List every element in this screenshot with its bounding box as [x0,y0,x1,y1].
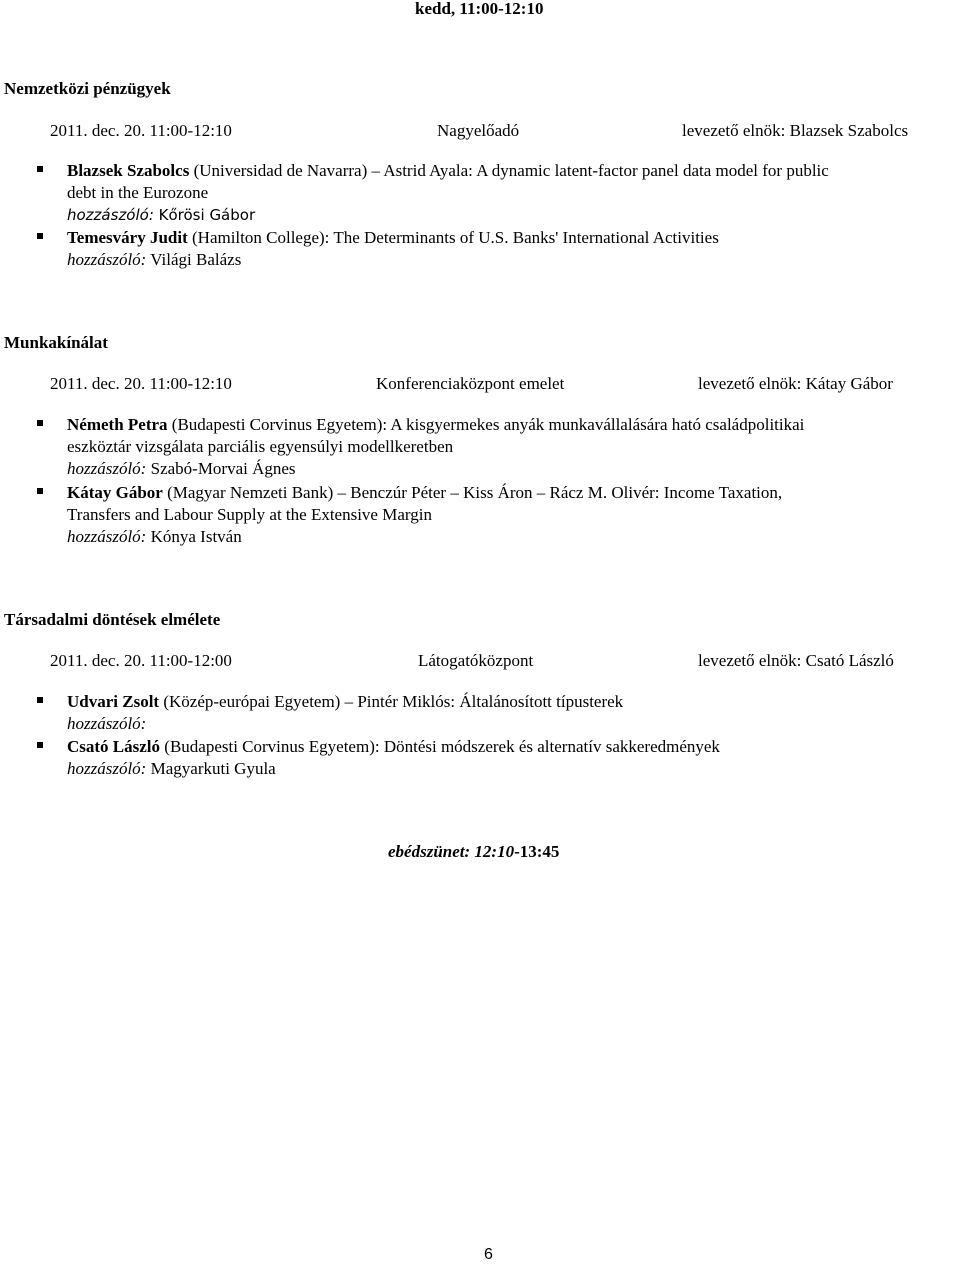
discussant-name: Kónya István [146,527,242,546]
talk-title-cont: debt in the Eurozone [67,183,209,202]
session-date: 2011. dec. 20. 11:00-12:10 [50,121,232,140]
discussant-name: Világi Balázs [146,250,242,269]
talk-item [67,691,957,735]
talk-author: Blazsek Szabolcs [67,161,190,180]
talk-title: (Budapesti Corvinus Egyetem): A kisgyermekes anyák munkavállalására ható családpolitikai [167,415,805,434]
bullet [37,420,43,426]
talk-title: (Universidad de Navarra) – Astrid Ayala: A dynamic latent-factor panel data model for public [189,161,829,180]
session-room: Konferenciaközpont emelet [376,374,565,393]
section-title: Munkakínálat [4,333,108,352]
talk-author: Németh Petra [67,415,168,434]
talk-author: Kátay Gábor [67,483,163,502]
talk-author: Udvari Zsolt [67,692,160,711]
session-chair: levezető elnök: Blazsek Szabolcs [682,121,909,140]
session-date: 2011. dec. 20. 11:00-12:00 [50,651,232,670]
bullet [37,488,43,494]
talk-title: (Közép-európai Egyetem) – Pintér Miklós: Általánosított típusterek [159,692,624,711]
bullet [37,166,43,172]
section-title: Nemzetközi pénzügyek [4,79,171,98]
talk-title-cont: eszköztár vizsgálata parciális egyensúlyi modellkeretben [67,437,454,456]
talk-title: (Magyar Nemzeti Bank) – Benczúr Péter – Kiss Áron – Rácz M. Olivér: Income Taxation, [162,483,783,502]
session-room: Látogatóközpont [418,651,534,670]
discussant-name: Szabó-Morvai Ágnes [146,459,296,478]
session-date: 2011. dec. 20. 11:00-12:10 [50,374,232,393]
talk-item [67,736,957,780]
discussant-label: hozzászóló: [67,206,154,224]
bullet [37,742,43,748]
talk-author: Temesváry Judit [67,228,188,247]
session-room: Nagyelőadó [437,121,520,140]
session-chair: levezető elnök: Kátay Gábor [698,374,893,393]
lunch-end: -13:45 [514,842,560,861]
discussant-label: hozzászóló: [67,714,147,733]
discussant-label: hozzászóló: [67,459,147,478]
talk-item [67,414,957,480]
talk-title: (Budapesti Corvinus Egyetem): Döntési módszerek és alternatív sakkeredmények [160,737,720,756]
lunch-break [388,841,559,863]
talk-title-cont: Transfers and Labour Supply at the Extensive Margin [67,505,432,524]
discussant-name: Kőrösi Gábor [153,206,256,224]
day-time-header: kedd, 11:00-12:10 [415,0,544,18]
discussant-label: hozzászóló: [67,250,147,269]
session-chair: levezető elnök: Csató László [698,651,894,670]
talk-author: Csató László [67,737,161,756]
talk-item [67,160,957,226]
discussant-name: Magyarkuti Gyula [146,759,276,778]
page-number: 6 [484,1246,493,1263]
discussant-label: hozzászóló: [67,759,147,778]
bullet [37,233,43,239]
talk-item [67,482,957,548]
talk-item [67,227,957,271]
talk-title: (Hamilton College): The Determinants of U.S. Banks' International Activities [187,228,719,247]
section-title: Társadalmi döntések elmélete [4,610,221,629]
lunch-label: ebédszünet: 12:10 [388,842,515,861]
bullet [37,697,43,703]
discussant-label: hozzászóló: [67,527,147,546]
